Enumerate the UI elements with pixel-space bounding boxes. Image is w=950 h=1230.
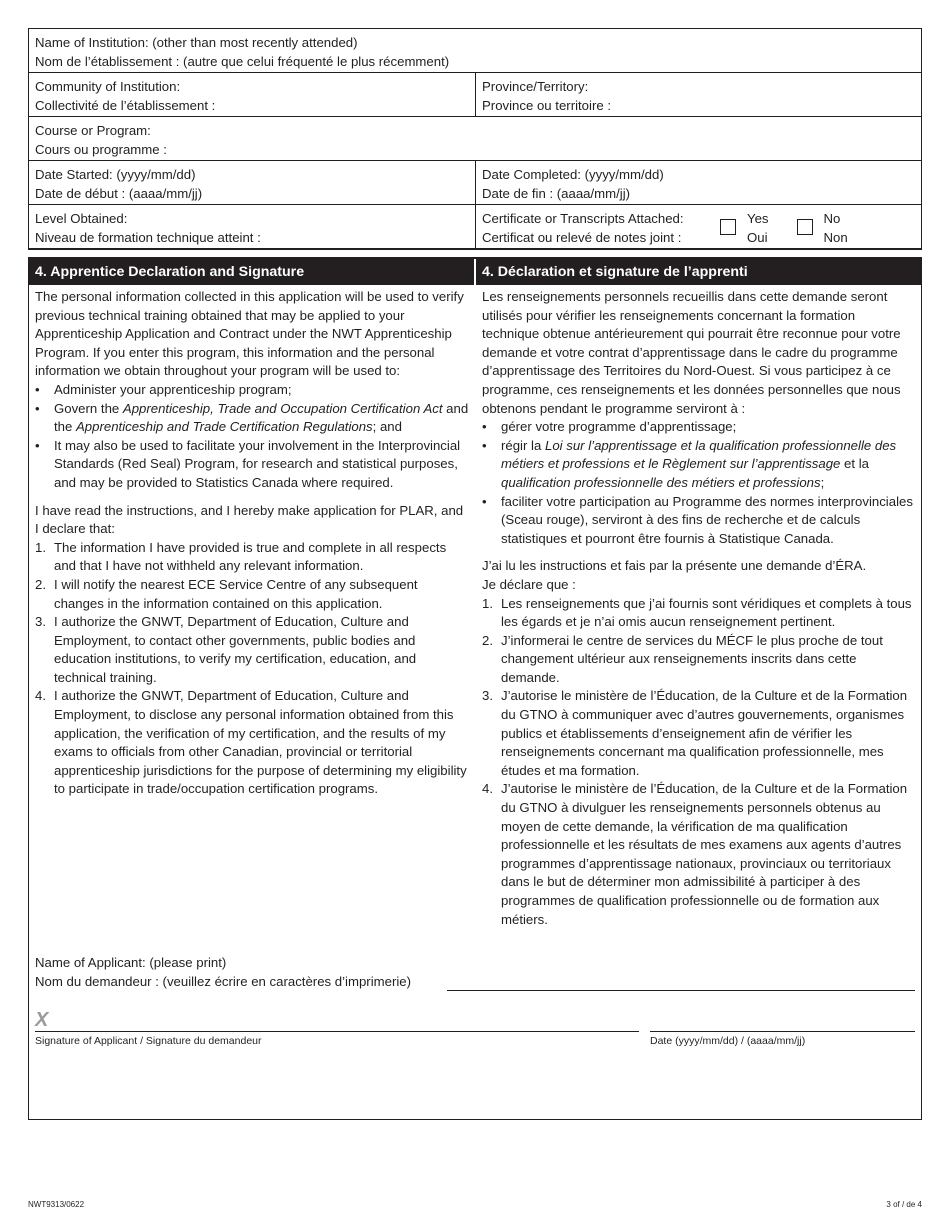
certificate-labels [482,209,720,247]
community-label-en: Community of Institution: [35,79,181,94]
signature-x-mark: X [35,1009,49,1032]
english-item [35,539,470,576]
item-number: 1. [35,539,46,555]
bullet-text-part: Govern the [54,400,123,416]
community-label-fr: Collectivité de l’établissement : [35,98,216,113]
dates-row [28,161,922,205]
bullet-text-part: and the [54,400,469,435]
section-header [29,259,921,285]
bullet-marker: • [35,381,40,397]
declaration-columns [29,285,921,929]
province-field[interactable] [476,73,921,116]
application-form [28,28,922,1120]
community-row [28,73,922,117]
english-bullet [35,437,470,493]
french-item-text: J’informerai le centre de services du MÉCF le plus proche de tout changement ultérieur aux renseignements inscrits dans cette demande. [501,632,883,685]
french-bullet [482,493,915,549]
course-row [28,117,922,161]
french-item-text: J’autorise le ministère de l’Éducation, de la Culture et de la Formation du GTNO à divulguer les renseignements personnels obtenus au moyen de cette demande, la vérification de ma qualification professionnelle et les résultats de mes examens aux agents d’autres programmes d’apprentissage nationaux, provinciaux ou territoriaux dans le but de déterminer mon admissibilité à participer à des programmes de qualification professionnelle ou de formation aux métiers. [501,781,908,927]
french-item [482,632,915,688]
institution-label-en: Name of Institution: (other than most recently attended) [35,35,358,50]
act-title: Apprenticeship, Trade and Occupation Certification Act [122,400,443,416]
item-number: 4. [35,688,46,704]
yes-label-fr: Oui [747,230,768,245]
item-number: 1. [482,595,493,611]
certificate-label-en: Certificate or Transcripts Attached: [482,211,684,226]
institution-row [28,28,922,73]
english-intro: The personal information collected in this application will be used to verify previous technical training obtained that may be applied to your Apprenticeship Application and Contract under the NWT Apprenticeship Program. If you enter this program, this information and the personal information we obtain throughout your program will be used to: [35,289,464,379]
french-declaration-line1: J’ai lu les instructions et fais par la présente une demande d’ÉRA. [482,558,867,574]
english-bullet [35,400,470,437]
yes-option-label [747,209,769,247]
french-bullet [482,418,915,437]
regulations-title: Apprenticeship and Trade Certification Regulations [76,419,373,435]
applicant-name-label-fr: Nom du demandeur : (veuillez écrire en caractères d’imprimerie) [35,974,411,990]
signature-area [29,929,921,1119]
province-label-en: Province/Territory: [482,79,589,94]
form-id: NWT9313/0622 [28,1200,85,1209]
english-item [35,613,470,687]
no-label-en: No [823,211,841,226]
certificate-field [476,205,921,248]
item-number: 3. [35,614,46,630]
french-intro: Les renseignements personnels recueillis dans cette demande seront utilisés pour vérifier les renseignements concernant la formation technique obtenue antérieurement qui pourrait être reconnue pour votre demande et votre contrat d’apprentissage dans le cadre du programme d’apprentissage des Territoires du Nord-Ouest. Si vous participez à ce programme, ces renseignements et les données personnelles que nous obtenons pendant le programme serviront à : [482,289,901,416]
french-item-text: J’autorise le ministère de l’Éducation, de la Culture et de la Formation du GTNO à communiquer avec d’autres gouvernements, organismes publics et établissements d’enseignement afin de vérifier les renseignements concernant ma qualification professionnelle, mes études et ma formation. [501,688,908,778]
yes-label-en: Yes [747,211,769,226]
community-field[interactable] [29,73,476,116]
signature-date-input[interactable] [650,1031,915,1032]
french-item [482,595,915,632]
english-item [35,687,470,799]
no-checkbox[interactable] [797,219,813,235]
item-number: 2. [35,576,46,592]
bullet-text-part: régir la [501,437,545,453]
bullet-marker: • [35,437,40,453]
item-number: 4. [482,781,493,797]
item-number: 3. [482,688,493,704]
english-item-text: I authorize the GNWT, Department of Education, Culture and Employment, to disclose any personal information obtained from this application, the verification of my certification, and the results of my exams to officials from other Canadian, provincial or territorial apprenticeship jurisdictions for the purpose of determining my eligibility to participate in trade/occupation certification programs. [54,688,467,797]
no-option-label [824,209,848,247]
level-label-fr: Niveau de formation technique atteint : [35,230,261,245]
french-item-text: Les renseignements que j’ai fournis sont véridiques et complets à tous les égards et je n’ai omis aucun renseignement pertinent. [501,595,912,630]
qualification-title: qualification professionnelle des métiers et professions [501,474,821,490]
section-title-fr: 4. Déclaration et signature de l’apprenti [482,264,748,280]
bullet-marker: • [482,437,487,453]
signature-caption: Signature of Applicant / Signature du demandeur [35,1035,262,1048]
signature-input[interactable] [35,1031,639,1032]
course-label-en: Course or Program: [35,123,151,138]
province-label-fr: Province ou territoire : [482,98,611,113]
date-started-label-en: Date Started: (yyyy/mm/dd) [35,167,196,182]
french-column [476,285,921,929]
date-started-label-fr: Date de début : (aaaa/mm/jj) [35,186,203,201]
english-item-text: I will notify the nearest ECE Service Centre of any subsequent changes in the information contained on this application. [54,576,418,611]
bullet-marker: • [482,419,487,435]
bullet-text-part: ; and [372,419,402,435]
bullet-marker: • [35,400,40,416]
french-bullet-text: faciliter votre participation au Programme des normes interprovinciales (Sceau rouge), serviront à des fins de recherche et de calculs statistiques et pourront être fournis à Statistique Canada. [501,493,913,546]
date-completed-label-en: Date Completed: (yyyy/mm/dd) [482,167,664,182]
declaration-section [28,257,922,1120]
french-bullet-text [501,437,915,493]
english-bullet-text [54,400,470,437]
french-declaration-line2: Je déclare que : [482,576,576,592]
date-completed-label-fr: Date de fin : (aaaa/mm/jj) [482,186,631,201]
date-caption: Date (yyyy/mm/dd) / (aaaa/mm/jj) [650,1035,806,1048]
bullet-marker: • [482,493,487,509]
english-item [35,576,470,613]
english-item-text: The information I have provided is true and complete in all respects and that I have not withheld any relevant information. [54,539,447,574]
applicant-name-label-en: Name of Applicant: (please print) [35,955,227,971]
institution-field[interactable] [29,29,921,72]
english-item-text: I authorize the GNWT, Department of Education, Culture and Employment, to contact other governments, public bodies and education institutions, to verify my certification, education, and technical training. [54,614,417,685]
date-started-field[interactable] [29,161,476,204]
level-field[interactable] [29,205,476,248]
course-label-fr: Cours ou programme : [35,142,167,157]
date-completed-field[interactable] [476,161,921,204]
english-declaration: I have read the instructions, and I hereby make application for PLAR, and I declare that: [35,502,464,537]
french-bullet [482,437,915,493]
french-item [482,687,915,780]
yes-checkbox[interactable] [720,219,736,235]
course-field[interactable] [29,117,921,160]
item-number: 2. [482,632,493,648]
english-column [29,285,476,929]
bullet-text-part: ; [820,474,825,490]
applicant-name-input[interactable] [447,990,915,991]
level-row [28,205,922,250]
certificate-label-fr: Certificat ou relevé de notes joint : [482,230,682,245]
bullet-text-part: et la [840,456,869,472]
institution-label-fr: Nom de l’établissement : (autre que celui fréquenté le plus récemment) [35,54,450,69]
section-title-en: 4. Apprentice Declaration and Signature [29,259,476,285]
english-bullet-text: Administer your apprenticeship program; [54,381,292,397]
page-number: 3 of / de 4 [886,1200,922,1209]
french-bullet-text: gérer votre programme d’apprentissage; [501,419,737,435]
level-label-en: Level Obtained: [35,211,128,226]
english-bullet-text: It may also be used to facilitate your involvement in the Interprovincial Standards (Red Seal) Program, for research and statistical purposes, and may be provided to Statistics Canada where required. [54,437,461,490]
loi-title: Loi sur l’apprentissage et la qualification professionnelle des métiers et professions et le Règlement sur l’apprentissage [501,437,897,472]
english-bullet [35,381,470,400]
french-item [482,780,915,929]
no-label-fr: Non [823,230,848,245]
